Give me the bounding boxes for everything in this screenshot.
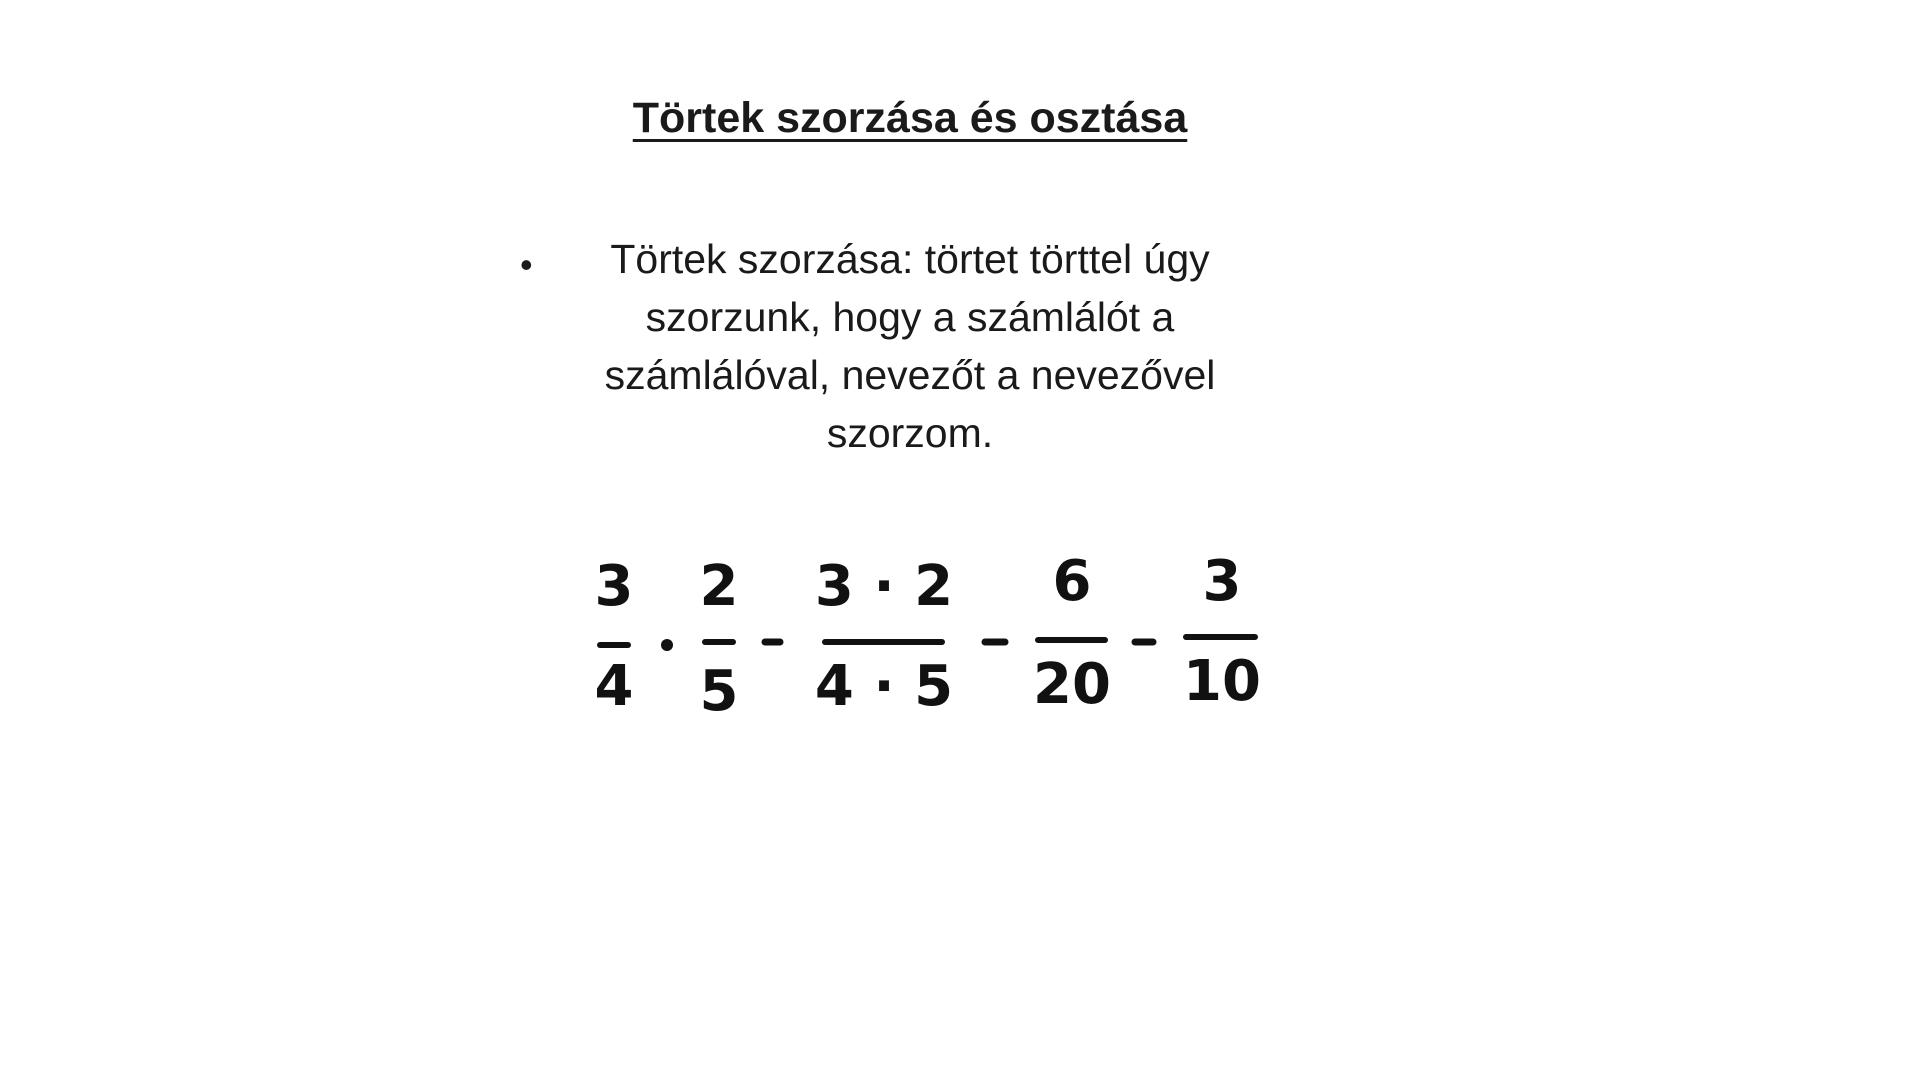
fraction-2-numerator: 2	[699, 554, 739, 619]
fraction-3-numerator: 3 · 2	[814, 554, 954, 619]
fraction-2-denominator: 5	[699, 659, 739, 724]
bullet-item	[520, 230, 1260, 462]
fraction-1-denominator: 4	[594, 654, 634, 719]
fraction-4-denominator: 20	[1033, 652, 1111, 717]
fraction-5-denominator: 10	[1183, 649, 1261, 714]
fraction-equation	[560, 545, 1280, 745]
bullet-dot-icon: •	[520, 244, 533, 285]
fraction-4-numerator: 6	[1052, 549, 1092, 614]
equation-svg	[560, 545, 1280, 745]
fraction-3-denominator: 4 · 5	[814, 654, 954, 719]
bullet-text: Törtek szorzása: törtet törttel úgy szorzunk, hogy a számlálót a számlálóval, nevezőt a nevezővel szorzom.	[604, 236, 1216, 456]
fraction-1-numerator: 3	[594, 554, 634, 619]
slide-title: Törtek szorzása és osztása	[632, 94, 1188, 142]
multiply-dot-icon	[661, 639, 673, 651]
fraction-5-numerator: 3	[1202, 549, 1242, 614]
